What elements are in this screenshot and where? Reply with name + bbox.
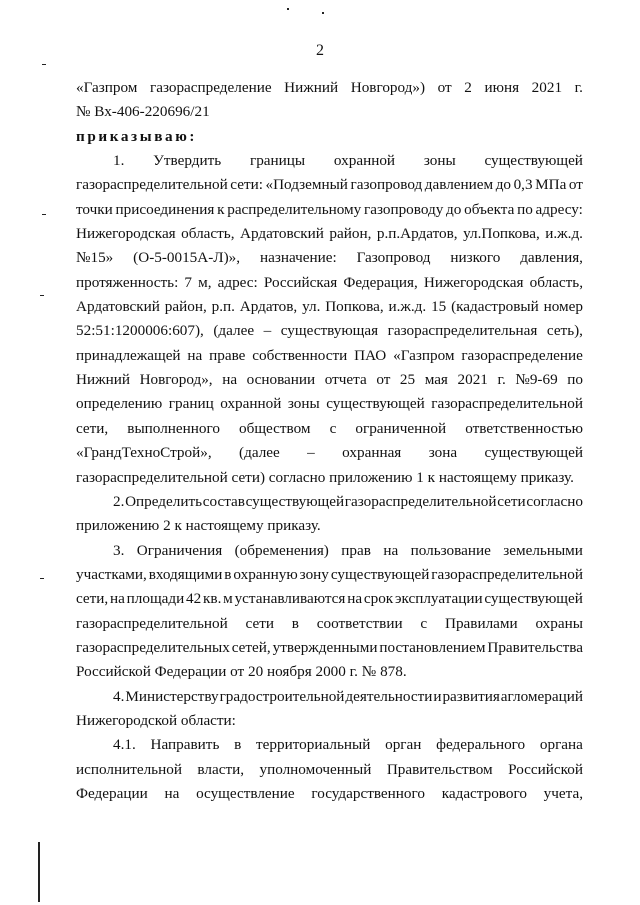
text-line: 2. Определить состав существующей газораспределительной сети согласно [113, 492, 583, 510]
page-number: 2 [316, 42, 324, 59]
text-line: 4.1. Направить в территориальный орган федерального органа [113, 736, 583, 754]
text-line: газораспределительной сети: «Подземный газопровод давлением до 0,3 МПа от [76, 176, 583, 194]
text-line: Федерации на осуществление государственного кадастрового учета, [76, 784, 583, 802]
text-line: сети, выполненного обществом с ограниченной ответственностью [76, 419, 583, 437]
document-body [76, 76, 583, 806]
text-line: Нижний Новгород», на основании отчета от 25 мая 2021 г. №9-69 по [76, 371, 583, 389]
scan-mark [322, 12, 324, 14]
text-line: 52:51:1200006:607), (далее – существующая газораспределительная сеть), [76, 322, 583, 340]
text-line: исполнительной власти, уполномоченный Правительством Российской [76, 760, 583, 778]
scan-mark [42, 214, 46, 215]
text-line: газораспределительной сети) согласно приложению 1 к настоящему приказу. [76, 468, 574, 486]
text-line: 3. Ограничения (обременения) прав на пользование земельными [113, 541, 583, 559]
scan-mark [40, 295, 44, 296]
text-line: газораспределительной сети в соответствии с Правилами охраны [76, 614, 583, 632]
scan-mark [42, 64, 46, 65]
text-line: приказываю: [76, 127, 198, 145]
text-line: сети, на площади 42 кв. м устанавливаются на срок эксплуатации существующей [76, 590, 583, 608]
text-line: №15» (О-5-0015А-Л)», назначение: Газопровод низкого давления, [76, 249, 583, 267]
text-line: приложению 2 к настоящему приказу. [76, 517, 321, 535]
text-line: № Вх-406-220696/21 [76, 103, 210, 121]
text-line: «Газпром газораспределение Нижний Новгород») от 2 июня 2021 г. [76, 79, 583, 96]
scan-mark [287, 8, 289, 10]
text-line: протяженность: 7 м, адрес: Российская Федерация, Нижегородская область, [76, 273, 583, 291]
text-line: принадлежащей на праве собственности ПАО «Газпром газораспределение [76, 346, 583, 364]
text-line: 4. Министерству градостроительной деятельности и развития агломераций [113, 687, 583, 705]
scan-mark [38, 842, 40, 902]
scan-mark [40, 578, 44, 579]
text-line: Российской Федерации от 20 ноября 2000 г. № 878. [76, 663, 407, 681]
text-line: «ГрандТехноСтрой», (далее – охранная зона существующей [76, 444, 583, 462]
text-line: 1. Утвердить границы охранной зоны существующей [113, 152, 583, 170]
text-line: участками, входящими в охранную зону существующей газораспределительной [76, 565, 583, 583]
text-line: точки присоединения к распределительному газопроводу до объекта по адресу: [76, 200, 583, 218]
text-line: определению границ охранной зоны существующей газораспределительной [76, 395, 583, 413]
text-line: Нижегородская область, Ардатовский район, р.п.Ардатов, ул.Попкова, и.ж.д. [76, 225, 583, 243]
text-line: Нижегородской области: [76, 711, 236, 729]
text-line: Ардатовский район, р.п. Ардатов, ул. Попкова, и.ж.д. 15 (кадастровый номер [76, 298, 583, 316]
text-line: газораспределительных сетей, утвержденными постановлением Правительства [76, 638, 583, 656]
